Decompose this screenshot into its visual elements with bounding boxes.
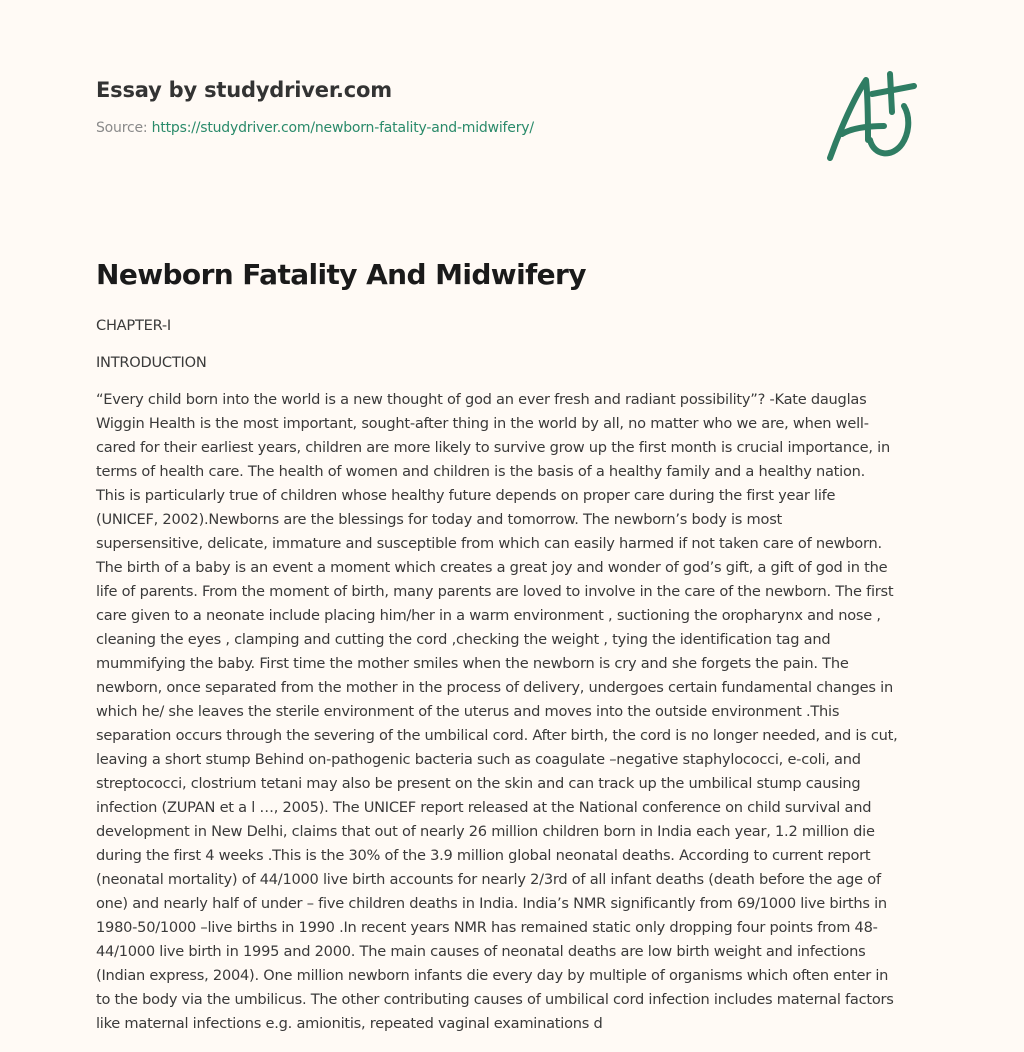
essay-content (96, 314, 928, 1036)
body-line: infection (ZUPAN et a l …, 2005). The UNICEF report released at the National conference on child survival and (96, 799, 872, 816)
a-plus-grade-icon (822, 68, 926, 164)
body-line: like maternal infections e.g. amionitis, repeated vaginal examinations d (96, 1015, 603, 1032)
body-line: supersensitive, delicate, immature and susceptible from which can easily harmed if not taken care of newborn. (96, 535, 882, 552)
body-line: “Every child born into the world is a new thought of god an ever fresh and radiant possibility”? -Kate dauglas (96, 391, 867, 408)
body-line: to the body via the umbilicus. The other contributing causes of umbilical cord infection includes maternal factors (96, 991, 894, 1008)
body-line: separation occurs through the severing of the umbilical cord. After birth, the cord is no longer needed, and is cut, (96, 727, 898, 744)
body-line: streptococci, clostrium tetani may also be present on the skin and can track up the umbilical stump causing (96, 775, 861, 792)
body-line: 44/1000 live birth in 1995 and 2000. The main causes of neonatal deaths are low birth weight and infections (96, 943, 866, 960)
page-header (96, 74, 796, 138)
essay-body-paragraph (96, 388, 928, 1036)
body-line: terms of health care. The health of women and children is the basis of a healthy family and a healthy nation. (96, 463, 866, 480)
body-line: Wiggin Health is the most important, sought-after thing in the world by all, no matter who we are, when well- (96, 415, 869, 432)
source-link[interactable]: https://studydriver.com/newborn-fatality-and-midwifery/ (151, 120, 534, 136)
body-line: (neonatal mortality) of 44/1000 live birth accounts for nearly 2/3rd of all infant deaths (death before the age of (96, 871, 881, 888)
essay-title: Newborn Fatality And Midwifery (96, 258, 586, 291)
site-title: Essay by studydriver.com (96, 78, 392, 102)
source-line (96, 118, 796, 138)
body-line: cleaning the eyes , clamping and cutting the cord ,checking the weight , tying the identification tag and (96, 631, 831, 648)
body-line: (UNICEF, 2002).Newborns are the blessings for today and tomorrow. The newborn’s body is most (96, 511, 783, 528)
body-line: mummifying the baby. First time the mother smiles when the newborn is cry and she forgets the pain. The (96, 655, 849, 672)
body-line: The birth of a baby is an event a moment which creates a great joy and wonder of god’s gift, a gift of god in the (96, 559, 888, 576)
body-line: life of parents. From the moment of birth, many parents are loved to involve in the care of the newborn. The first (96, 583, 894, 600)
chapter-label: CHAPTER-I (96, 317, 171, 334)
body-line: leaving a short stump Behind on-pathogenic bacteria such as coagulate –negative staphylococci, e-coli, and (96, 751, 861, 768)
body-line: one) and nearly half of under – five children deaths in India. India’s NMR significantly from 69/1000 live births in (96, 895, 887, 912)
body-line: newborn, once separated from the mother in the process of delivery, undergoes certain fundamental changes in (96, 679, 893, 696)
body-line: development in New Delhi, claims that out of nearly 26 million children born in India each year, 1.2 million die (96, 823, 875, 840)
body-line: which he/ she leaves the sterile environment of the uterus and moves into the outside environment .This (96, 703, 840, 720)
section-heading: INTRODUCTION (96, 354, 207, 371)
body-line: care given to a neonate include placing him/her in a warm environment , suctioning the oropharynx and nose , (96, 607, 881, 624)
body-line: during the first 4 weeks .This is the 30% of the 3.9 million global neonatal deaths. According to current report (96, 847, 871, 864)
body-line: cared for their earliest years, children are more likely to survive grow up the first month is crucial importance, in (96, 439, 890, 456)
source-label: Source: (96, 120, 148, 136)
body-line: 1980-50/1000 –live births in 1990 .In recent years NMR has remained static only dropping four points from 48- (96, 919, 878, 936)
body-line: This is particularly true of children whose healthy future depends on proper care during the first year life (96, 487, 836, 504)
body-line: (Indian express, 2004). One million newborn infants die every day by multiple of organisms which often enter in (96, 967, 889, 984)
